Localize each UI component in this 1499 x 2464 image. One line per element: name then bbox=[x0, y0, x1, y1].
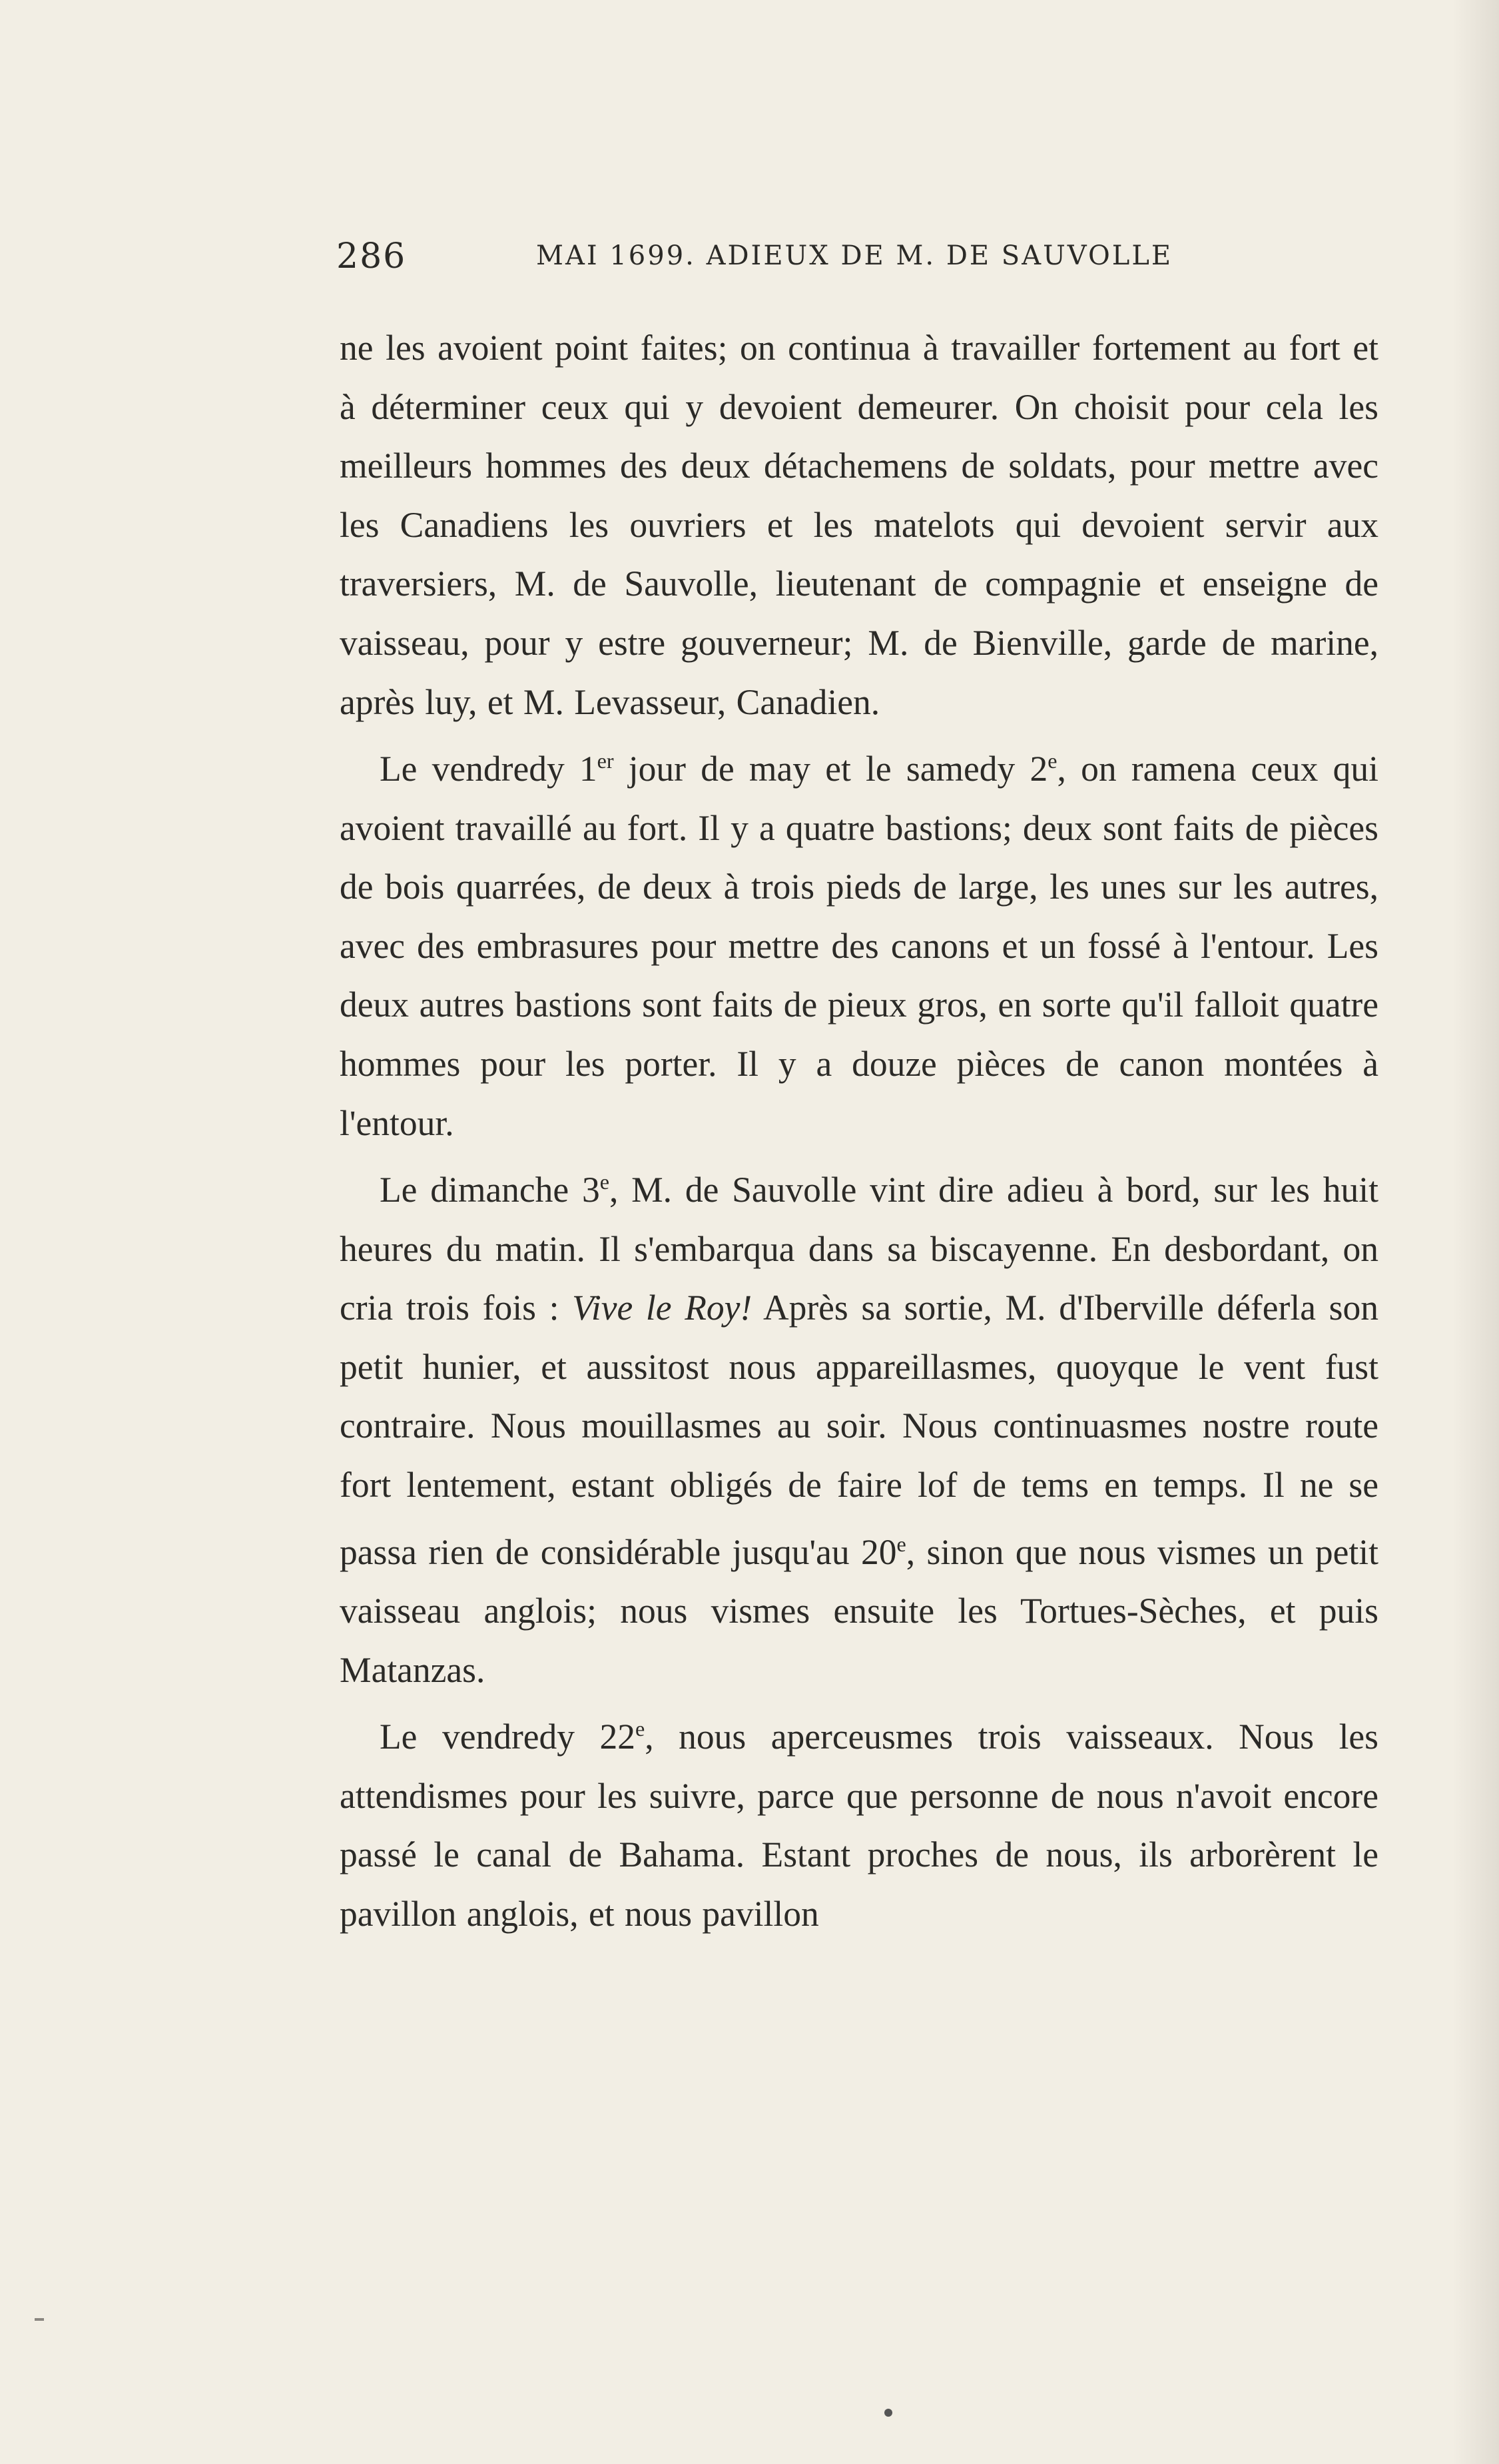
superscript: e bbox=[896, 1531, 906, 1556]
text-segment: ne les avoient point faites; on continua à travailler fortement au fort et à déterminer ceux qui y devoient demeurer. On choisit pour cela les meilleurs hommes des deux détachemens de soldats, pour mettre avec les Canadiens les ouvriers et les matelots qui devoient servir aux traversiers, M. de Sauvolle, lieutenant de compagnie et enseigne de vaisseau, pour y estre gouverneur; M. de Bienville, garde de marine, après luy, et M. Levasseur, Canadien. bbox=[340, 328, 1378, 722]
page-edge-shadow bbox=[1452, 0, 1499, 2464]
text-segment: Le vendredy 1 bbox=[380, 748, 597, 789]
text-segment: Le dimanche 3 bbox=[380, 1169, 600, 1210]
margin-mark bbox=[35, 2318, 44, 2321]
ink-speck bbox=[884, 2409, 892, 2417]
paragraph bbox=[340, 1152, 1378, 1699]
superscript: er bbox=[597, 749, 614, 773]
paragraph bbox=[340, 318, 1378, 731]
paragraph bbox=[340, 731, 1378, 1152]
body-text bbox=[340, 318, 1378, 1943]
superscript: e bbox=[1048, 749, 1057, 773]
italic-text: Vive le Roy! bbox=[572, 1288, 752, 1328]
text-segment: , sinon que nous vismes un petit vaisseau anglois; nous vismes ensuite les Tortues-Sèches, et puis Matanzas. bbox=[340, 1531, 1378, 1690]
text-segment: Le vendredy 22 bbox=[380, 1716, 636, 1757]
running-header bbox=[336, 236, 1415, 296]
text-segment: , nous aperceusmes trois vaisseaux. Nous les attendismes pour les suivre, parce que personne de nous n'avoit encore passé le canal de Bahama. Estant proches de nous, ils arborèrent le pavillon anglois, et nous pavillon bbox=[340, 1716, 1378, 1934]
paragraph bbox=[340, 1699, 1378, 1943]
text-segment: jour de may et le samedy 2 bbox=[613, 748, 1048, 789]
running-title: MAI 1699. ADIEUX DE M. DE SAUVOLLE bbox=[536, 240, 1173, 271]
superscript: e bbox=[599, 1170, 609, 1194]
text-segment: , M. de Sauvolle vint dire adieu à bord, sur les huit heures du matin. Il s'embarqua dans sa biscayenne. En desbordant, on cria trois fois : bbox=[340, 1169, 1378, 1328]
text-segment: , on ramena ceux qui avoient travaillé au fort. Il y a quatre bastions; deux sont faits de pièces de bois quarrées, de deux à trois pieds de large, les unes sur les autres, avec des embrasures pour mettre des canons et un fossé à l'entour. Les deux autres bastions sont faits de pieux gros, en sorte qu'il falloit quatre hommes pour les porter. Il y a douze pièces de canon montées à l'entour. bbox=[340, 748, 1379, 1143]
page-number: 286 bbox=[336, 236, 407, 276]
superscript: e bbox=[635, 1717, 645, 1741]
text-segment: Après sa sortie, M. d'Iberville déferla son petit hunier, et aussitost nous appareillasmes, quoyque le vent fust contraire. Nous mouillasmes au soir. Nous continuasmes nostre route fort lentement, estant obligés de faire lof de tems en temps. Il ne se passa rien de considérable jusqu'au 20 bbox=[340, 1288, 1378, 1572]
